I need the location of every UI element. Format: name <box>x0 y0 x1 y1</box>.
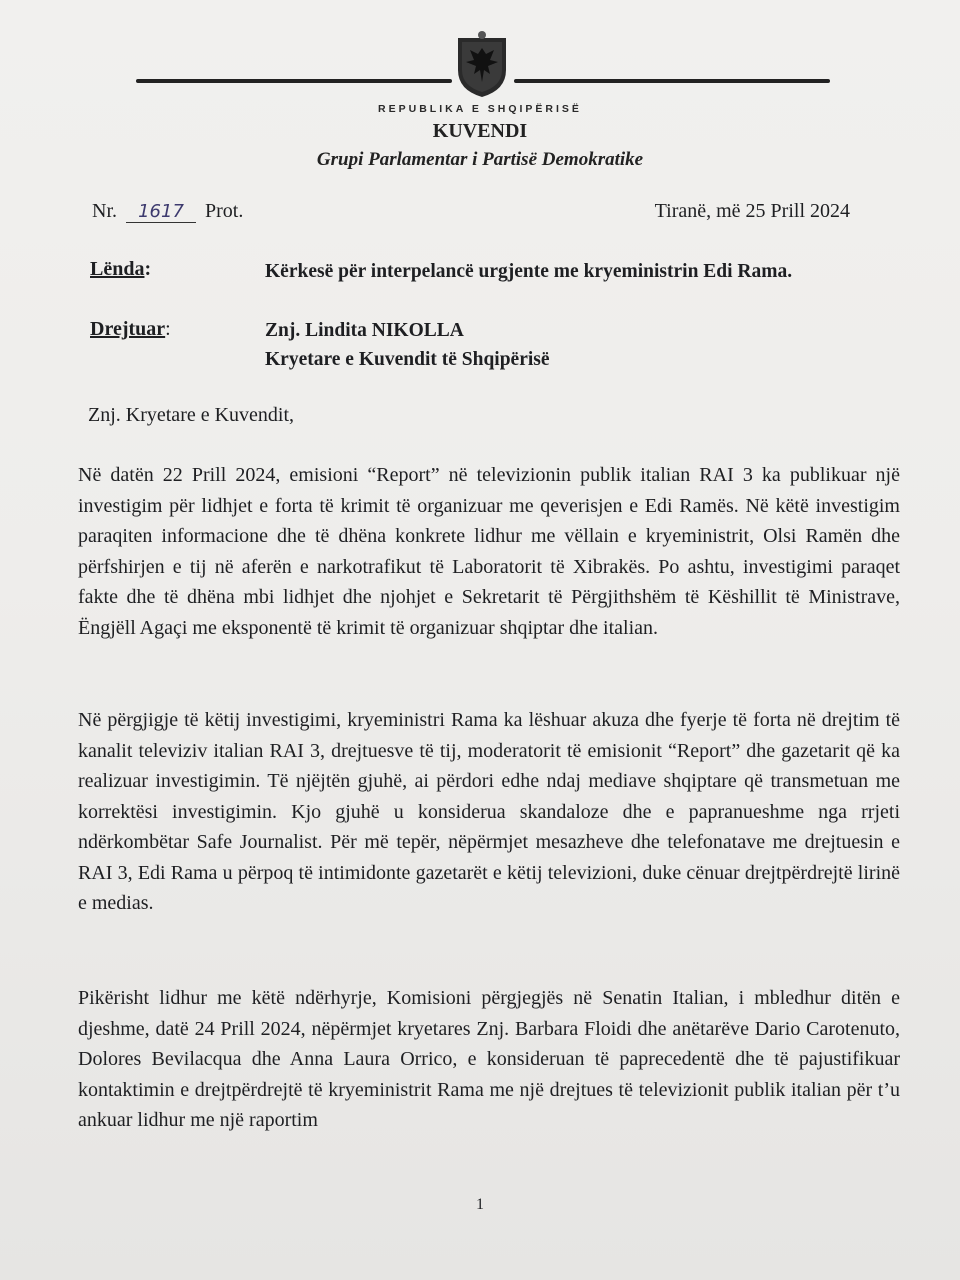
subject-label <box>90 258 151 281</box>
prot-label: Prot. <box>205 200 244 222</box>
greeting: Znj. Kryetare e Kuvendit, <box>88 404 295 426</box>
paragraph-1: Në datën 22 Prill 2024, emisioni “Report” në televizionin publik italian RAI 3 ka publikuar një investigim për lidhjet e forta të krimit të organizuar me qeverisjen e Edi Ramës. Në këtë investigim paraqiten informacione dhe të dhëna konkrete lidhur me vëllain e kryeministrit, Olsi Ramën dhe përfshirjen e tij në aferën e narkotrafikut të Laboratorit të Xibrakës. Po ashtu, investigimi paraqet fakte dhe të dhëna mbi lidhjet dhe njohjet e Sekretarit të Përgjithshëm të Këshillit të Ministrave, Ëngjëll Agaçi me eksponentë të krimit të organizuar shqiptar dhe italian. <box>78 464 900 639</box>
subject-text: Kërkesë për interpelancë urgjente me kryeministrin Edi Rama. <box>265 261 793 282</box>
addressee-label-colon: : <box>165 318 171 340</box>
republic-heading: REPUBLIKA E SHQIPËRISË <box>378 103 582 115</box>
header-rule-right <box>514 79 830 83</box>
addressee-label <box>90 318 171 341</box>
addressee-block <box>265 316 550 374</box>
header-rule-left <box>136 79 452 83</box>
paragraph-3: Pikërisht lidhur me këtë ndërhyrje, Komisioni përgjegjës në Senatin Italian, i mbledhur ditën e djeshme, datë 24 Prill 2024, nëpërmjet kryetares Znj. Barbara Floidi dhe anëtarëve Dario Carotenuto, Dolores Bevilacqua dhe Anna Laura Orrico, e konsideruan të paprecedentë dhe të pajustifikuar kontaktimin e drejtpërdrejtë të kryeministrit Rama me një drejtues të televizionit publik italian për t’u ankuar lidhur me një raportim <box>78 987 900 1131</box>
parliamentary-group-heading: Grupi Parlamentar i Partisë Demokratike <box>316 149 644 170</box>
subject-label-text: Lënda <box>90 258 145 280</box>
addressee-name: Znj. Lindita NIKOLLA <box>265 320 464 341</box>
albanian-coat-of-arms-icon <box>456 30 508 98</box>
document-date: Tiranë, më 25 Prill 2024 <box>654 200 850 222</box>
addressee-label-text: Drejtuar <box>90 318 166 340</box>
subject-label-colon: : <box>144 258 152 280</box>
addressee-title: Kryetare e Kuvendit të Shqipërisë <box>265 349 550 370</box>
paragraph-2: Në përgjigje të këtij investigimi, kryeministri Rama ka lëshuar akuza dhe fyerje të forta në drejtim të kanalit televiziv italian RAI 3, drejtuesve të tij, moderatorit të emisionit “Report” dhe gazetarit që ka realizuar investigimin. Të njëjtën gjuhë, ai përdori edhe ndaj mediave shqiptare që transmetuan me korrektësi investigimin. Kjo gjuhë u konsiderua skandaloze dhe e papranueshme nga rrjeti ndërkombëtar Safe Journalist. Për më tepër, nëpërmjet mesazheve dhe telefonatave me drejtuesin e RAI 3, Edi Rama u përpoq të intimidonte gazetarët e këtij televizioni, duke cënuar drejtpërdrejtë lirinë e medias. <box>78 709 900 914</box>
page-number: 1 <box>476 1196 484 1213</box>
protocol-number-line <box>92 200 243 223</box>
protocol-number: 1617 <box>126 201 196 223</box>
nr-label: Nr. <box>92 200 117 222</box>
institution-heading: KUVENDI <box>432 120 528 142</box>
